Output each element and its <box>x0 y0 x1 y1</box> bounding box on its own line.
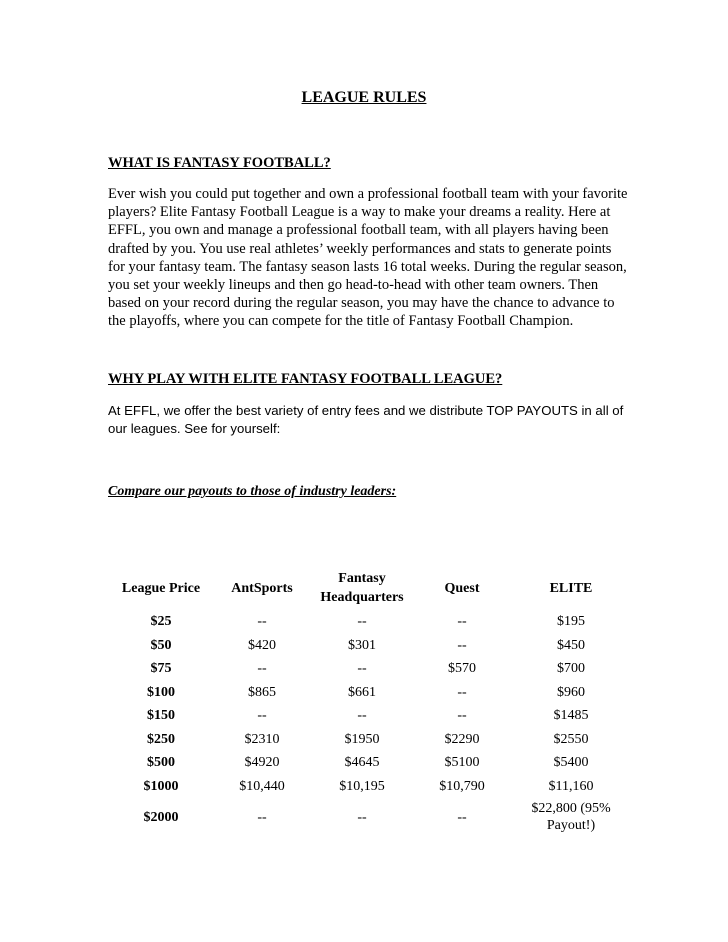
table-cell: $2000 <box>143 809 179 825</box>
table-row <box>110 610 630 634</box>
table-cell: $570 <box>448 661 476 677</box>
table-cell: $75 <box>150 661 172 677</box>
table-cell: $100 <box>147 684 175 700</box>
table-cell: $11,160 <box>548 778 594 794</box>
table-cell: $195 <box>557 614 585 630</box>
column-header: League Price <box>121 580 201 596</box>
column-header: AntSports <box>231 580 293 596</box>
table-cell: $500 <box>147 755 175 771</box>
table-cell: $661 <box>348 684 376 700</box>
table-cell: $5400 <box>553 755 589 771</box>
table-cell: -- <box>357 661 367 677</box>
table-cell: $50 <box>150 637 172 653</box>
table-cell: $420 <box>248 637 276 653</box>
table-header-row <box>110 566 630 610</box>
table-cell: $25 <box>150 614 172 630</box>
table-cell: $4645 <box>344 755 380 771</box>
table-cell: $2310 <box>244 731 280 747</box>
table-cell: $1000 <box>143 778 179 794</box>
section-heading-what-is: WHAT IS FANTASY FOOTBALL? <box>108 155 331 171</box>
table-cell: -- <box>357 708 367 724</box>
table-row <box>110 751 630 775</box>
table-row <box>110 704 630 728</box>
table-cell: -- <box>457 637 467 653</box>
page-title: LEAGUE RULES <box>301 89 427 106</box>
table-cell: $2550 <box>553 731 589 747</box>
table-cell: $1485 <box>553 708 589 724</box>
table-cell: $150 <box>147 708 175 724</box>
table-cell: $960 <box>557 684 585 700</box>
table-cell: $865 <box>248 684 276 700</box>
section-heading-why-play: WHY PLAY WITH ELITE FANTASY FOOTBALL LEAGUE? <box>108 371 503 387</box>
table-cell: -- <box>457 708 467 724</box>
table-cell: $450 <box>557 637 585 653</box>
column-header: Quest <box>444 580 480 596</box>
table-row <box>110 681 630 705</box>
table-cell: $10,440 <box>239 778 285 794</box>
table-cell: -- <box>457 809 467 825</box>
table-cell: -- <box>357 809 367 825</box>
table-cell: -- <box>257 809 267 825</box>
table-cell: -- <box>257 708 267 724</box>
table-cell: -- <box>457 684 467 700</box>
table-cell: $10,790 <box>439 778 485 794</box>
table-cell: $1950 <box>344 731 380 747</box>
table-row <box>110 775 630 799</box>
column-header: ELITE <box>549 580 593 596</box>
compare-heading: Compare our payouts to those of industry leaders: <box>108 484 397 499</box>
section-body-why-play: At EFFL, we offer the best variety of entry fees and we distribute TOP PAYOUTS in all of our leagues. See for yourself: <box>108 403 624 437</box>
table-cell: $301 <box>348 637 376 653</box>
table-cell: $5100 <box>444 755 480 771</box>
table-row <box>110 728 630 752</box>
payout-comparison-table <box>110 566 630 836</box>
table-cell: $4920 <box>244 755 280 771</box>
table-cell: $250 <box>147 731 175 747</box>
column-header: Fantasy Headquarters <box>320 571 404 605</box>
table-cell: $22,800 (95% Payout!) <box>531 801 611 833</box>
table-cell: -- <box>257 614 267 630</box>
section-body-what-is: Ever wish you could put together and own a professional football team with your favorite players? Elite Fantasy Football League is a way to make your dreams a reality. Here at EFFL, you own and manage a professional football team, with all players having been drafted by you. You use real athletes’ weekly performances and stats to generate points for your fantasy team. The fantasy season lasts 16 total weeks. During the regular season, you set your weekly lineups and then go head-to-head with other team owners. Then based on your record during the regular season, you may have the chance to advance to the playoffs, where you can compete for the title of Fantasy Football Champion. <box>108 186 628 330</box>
table-cell: -- <box>357 614 367 630</box>
table-cell: -- <box>457 614 467 630</box>
table-row <box>110 657 630 681</box>
table-cell: -- <box>257 661 267 677</box>
table-row <box>110 798 630 836</box>
table-row <box>110 634 630 658</box>
table-cell: $2290 <box>444 731 480 747</box>
table-cell: $700 <box>557 661 585 677</box>
table-cell: $10,195 <box>339 778 385 794</box>
